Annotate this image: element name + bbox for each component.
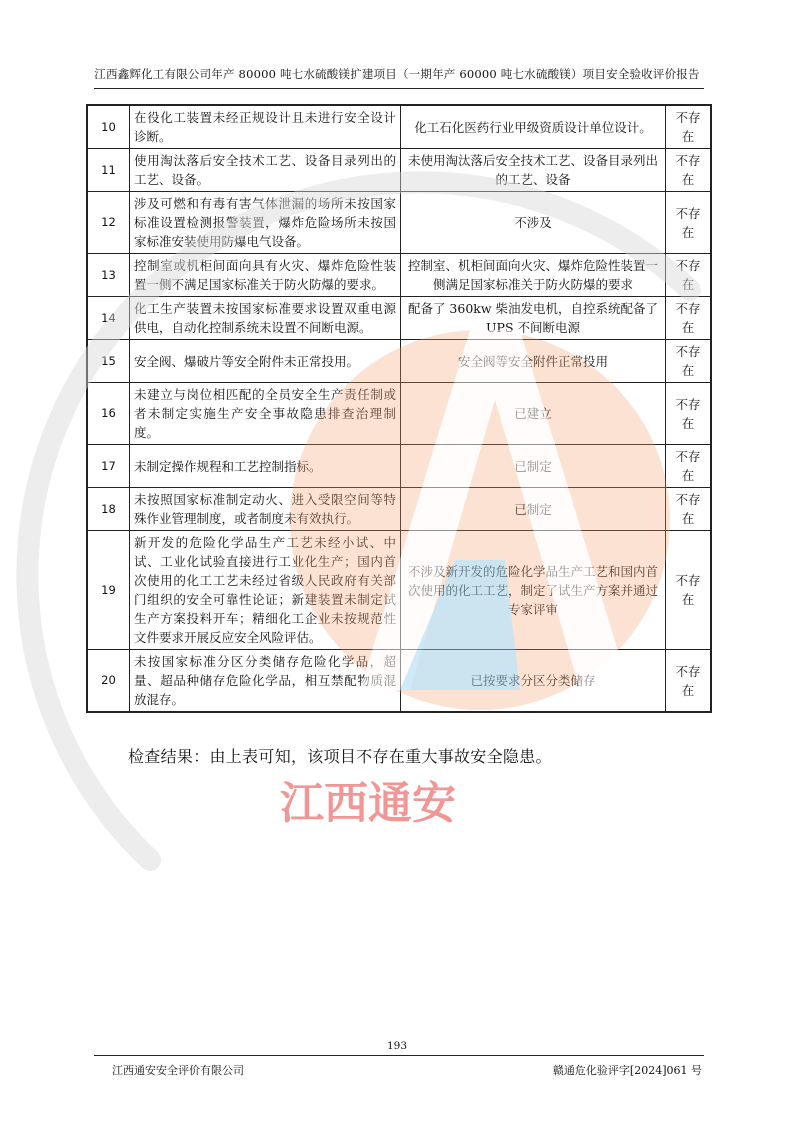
- row-number: 17: [87, 445, 130, 488]
- table-row: [87, 488, 711, 531]
- table-row: [87, 650, 711, 713]
- row-result: 不存在: [666, 531, 712, 650]
- row-result: 不存在: [666, 650, 712, 713]
- row-status: 不涉及: [401, 192, 666, 254]
- row-number: 15: [87, 340, 130, 383]
- table-row: [87, 445, 711, 488]
- check-conclusion: 检查结果：由上表可知，该项目不存在重大事故安全隐患。: [128, 747, 552, 766]
- table-row: [87, 297, 711, 340]
- row-condition: 涉及可燃和有毒有害气体泄漏的场所未按国家标准设置检测报警装置，爆炸危险场所未按国家标准安装使用防爆电气设备。: [130, 192, 401, 254]
- row-number: 16: [87, 383, 130, 445]
- footer-rule: [94, 1055, 704, 1056]
- table-row: [87, 340, 711, 383]
- row-condition: 控制室或机柜间面向具有火灾、爆炸危险性装置一侧不满足国家标准关于防火防爆的要求。: [130, 254, 401, 297]
- row-condition: 未建立与岗位相匹配的全员安全生产责任制或者未制定实施生产安全事故隐患排查治理制度。: [130, 383, 401, 445]
- row-status: 化工石化医药行业甲级资质设计单位设计。: [401, 105, 666, 149]
- row-result: 不存在: [666, 297, 712, 340]
- row-number: 13: [87, 254, 130, 297]
- row-result: 不存在: [666, 149, 712, 192]
- row-status: 安全阀等安全附件正常投用: [401, 340, 666, 383]
- table-row: [87, 149, 711, 192]
- row-result: 不存在: [666, 383, 712, 445]
- row-result: 不存在: [666, 192, 712, 254]
- row-condition: 未按国家标准分区分类储存危险化学品，超量、超品种储存危险化学品，相互禁配物质混放混存。: [130, 650, 401, 713]
- row-status: 已按要求分区分类储存: [401, 650, 666, 713]
- row-status: 配备了 360kw 柴油发电机，自控系统配备了 UPS 不间断电源: [401, 297, 666, 340]
- row-number: 14: [87, 297, 130, 340]
- table-row: [87, 105, 711, 149]
- row-number: 11: [87, 149, 130, 192]
- row-number: 10: [87, 105, 130, 149]
- row-condition: 化工生产装置未按国家标准要求设置双重电源供电，自动化控制系统未设置不间断电源。: [130, 297, 401, 340]
- footer-company: 江西通安安全评价有限公司: [112, 1064, 244, 1077]
- row-number: 19: [87, 531, 130, 650]
- row-number: 12: [87, 192, 130, 254]
- row-status: 已制定: [401, 488, 666, 531]
- row-number: 20: [87, 650, 130, 713]
- row-status: 未使用淘汰落后安全技术工艺、设备目录列出的工艺、设备: [401, 149, 666, 192]
- row-status: 已制定: [401, 445, 666, 488]
- row-condition: 安全阀、爆破片等安全附件未正常投用。: [130, 340, 401, 383]
- row-result: 不存在: [666, 105, 712, 149]
- row-status: 不涉及新开发的危险化学品生产工艺和国内首次使用的化工工艺，制定了试生产方案并通过专家评审: [401, 531, 666, 650]
- row-result: 不存在: [666, 340, 712, 383]
- table-row: [87, 531, 711, 650]
- row-result: 不存在: [666, 254, 712, 297]
- row-number: 18: [87, 488, 130, 531]
- row-condition: 新开发的危险化学品生产工艺未经小试、中试、工业化试验直接进行工业化生产；国内首次使用的化工工艺未经过省级人民政府有关部门组织的安全可靠性论证；新建装置未制定试生产方案投料开车；精细化工企业未按规范性文件要求开展反应安全风险评估。: [130, 531, 401, 650]
- row-condition: 在役化工装置未经正规设计且未进行安全设计诊断。: [130, 105, 401, 149]
- table-row: [87, 383, 711, 445]
- page-number: 193: [386, 1040, 408, 1052]
- table-row: [87, 192, 711, 254]
- report-header: 江西鑫辉化工有限公司年产 80000 吨七水硫酸镁扩建项目（一期年产 60000 吨七水硫酸镁）项目安全验收评价报告: [94, 67, 700, 81]
- watermark-red-text: 江西通安: [280, 778, 456, 829]
- row-status: 已建立: [401, 383, 666, 445]
- row-status: 控制室、机柜间面向火灾、爆炸危险性装置一侧满足国家标准关于防火防爆的要求: [401, 254, 666, 297]
- row-result: 不存在: [666, 488, 712, 531]
- hazard-check-table: [86, 104, 712, 713]
- footer-doc-number: 赣通危化验评字[2024]061 号: [552, 1064, 702, 1077]
- row-condition: 未按照国家标准制定动火、进入受限空间等特殊作业管理制度，或者制度未有效执行。: [130, 488, 401, 531]
- row-condition: 未制定操作规程和工艺控制指标。: [130, 445, 401, 488]
- header-rule: [94, 88, 704, 89]
- table-row: [87, 254, 711, 297]
- row-condition: 使用淘汰落后安全技术工艺、设备目录列出的工艺、设备。: [130, 149, 401, 192]
- row-result: 不存在: [666, 445, 712, 488]
